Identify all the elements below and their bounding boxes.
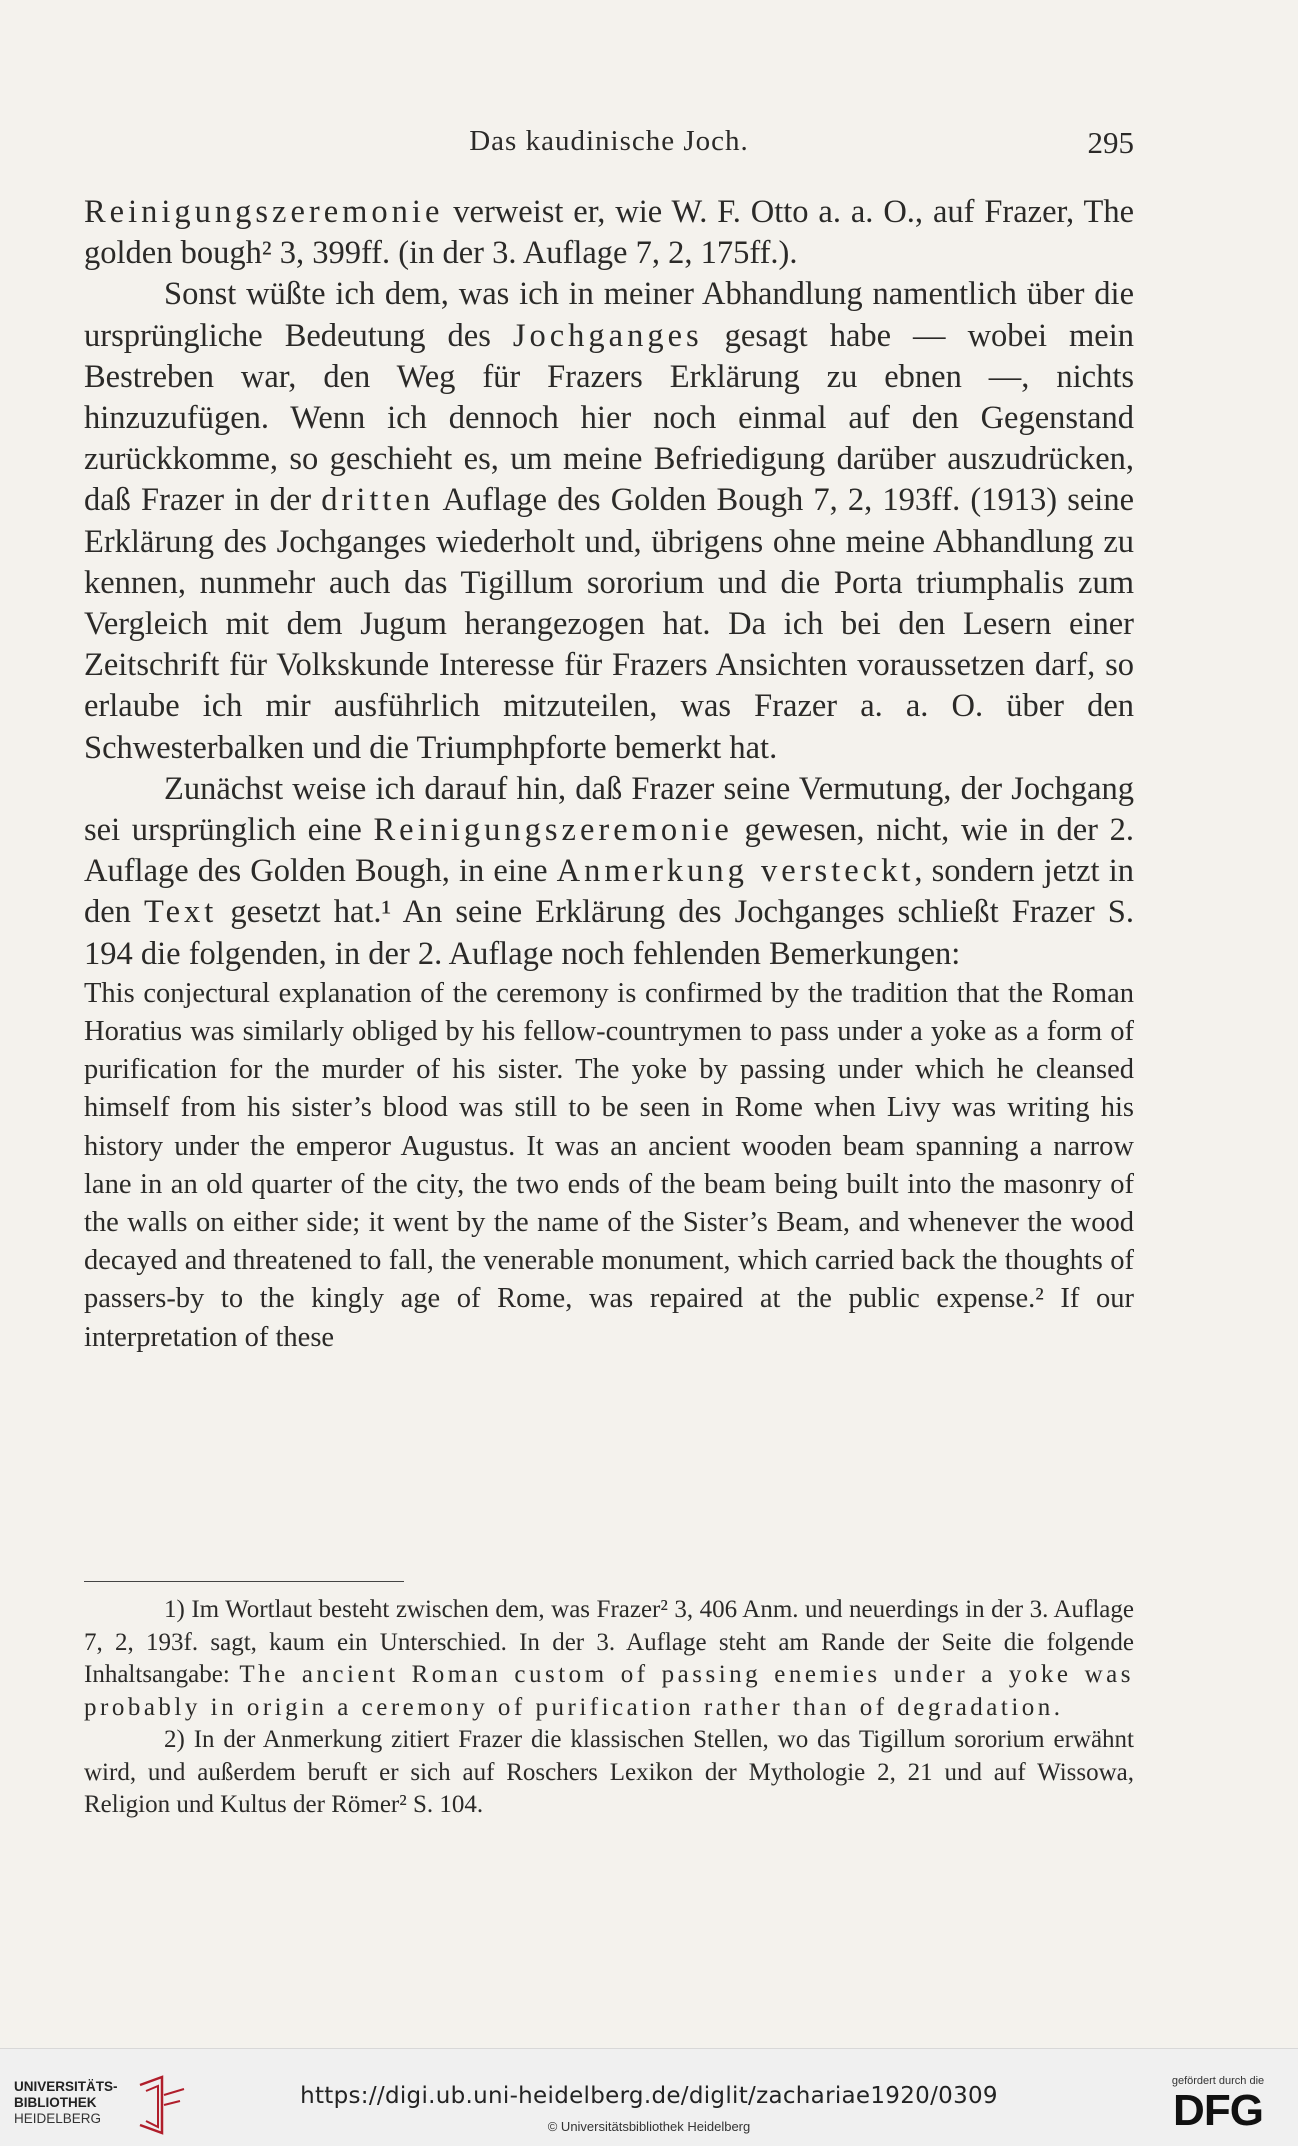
- page-number: 295: [1087, 125, 1134, 160]
- text-run: verweist er, wie W. F. Otto a. a. O., auf Frazer, The golden bough² 3, 399ff. (in der 3. Auflage 7, 2, 175ff.).: [84, 194, 1134, 272]
- library-line-3: HEIDELBERG: [14, 2111, 102, 2126]
- funder-block[interactable]: [1158, 2075, 1278, 2133]
- footnote-divider: [84, 1581, 404, 1582]
- permalink-url[interactable]: https://digi.ub.uni-heidelberg.de/diglit/zachariae1920/0309: [300, 2083, 998, 2109]
- text-run: Auflage des Golden Bough 7, 2, 193ff. (1913) seine Erklärung des Jochganges wiederholt und, übrigens ohne meine Abhandlung zu kennen, nunmehr auch das Tigillum sororium und die Porta triumphalis zum Vergleich mit dem Jugum herangezogen hat. Da ich bei den Lesern einer Zeitschrift für Volkskunde Interesse für Frazers Ansichten voraussetzen darf, so erlaube ich mir ausführlich mitzuteilen, was Frazer a. a. O. über den Schwesterbalken und die Triumphpforte bemerkt hat.: [84, 482, 1134, 766]
- text-run: gesetzt hat.¹ An seine Erklärung des Jochganges schließt Frazer S. 194 die folgenden, in der 2. Auflage noch fehlenden Bemerkungen:: [84, 894, 1134, 972]
- library-line-1: UNIVERSITÄTS-: [14, 2079, 118, 2094]
- text-run: gewesen, nicht, wie in der 2. Auflage des Golden Bough, in eine: [84, 812, 1134, 890]
- spaced-emphasis: Jochganges: [512, 317, 703, 354]
- funder-note: gefördert durch die: [1171, 2075, 1265, 2087]
- spaced-emphasis: Reinigungszeremonie: [373, 812, 733, 849]
- footnote-2: 2) In der Anmerkung zitiert Frazer die klassischen Stellen, wo das Tigillum sororium erwähnt wird, und außerdem beruft er sich auf Roschers Lexikon der Mythologie 2, 21 und auf Wissowa, Religion und Kultus der Römer² S. 104.: [84, 1726, 1134, 1818]
- text-run: Sonst wüßte ich dem, was ich in meiner Abhandlung namentlich über die ursprüngliche Bedeutung des: [84, 276, 1134, 354]
- paragraph-1: [84, 192, 1134, 274]
- text-run: , sondern jetzt in den: [84, 853, 1134, 931]
- paragraph-2: [84, 274, 1134, 768]
- footnote-1: [84, 1594, 1134, 1724]
- copyright-notice: © Universitätsbibliothek Heidelberg: [547, 2119, 751, 2134]
- spaced-emphasis: Reinigungszeremonie: [84, 194, 444, 230]
- footnotes: [84, 1594, 1134, 1822]
- dfg-logo: DFG: [1173, 2086, 1263, 2135]
- main-text: [84, 192, 1134, 1357]
- library-line-2: BIBLIOTHEK: [14, 2095, 97, 2110]
- paragraph-3: [84, 769, 1134, 975]
- viewer-footer: [0, 2048, 1298, 2146]
- spaced-emphasis: Text: [144, 894, 218, 931]
- block-quote: This conjectural explanation of the ceremony is confirmed by the tradition that the Roman Horatius was similarly obliged by his fellow-countrymen to pass under a yoke as a form of purification for the murder of his sister. The yoke by passing under which he cleansed himself from his sister’s blood was still to be seen in Rome when Livy was writing his history under the emperor Augustus. It was an ancient wooden beam spanning a narrow lane in an old quarter of the city, the two ends of the beam being built into the masonry of the walls on either side; it went by the name of the Sister’s Beam, and whenever the wood decayed and threatened to fall, the venerable monument, which carried back the thoughts of passers-by to the kingly age of Rome, was repaired at the public expense.² If our interpretation of these: [84, 977, 1134, 1353]
- running-title: Das kaudinische Joch.: [469, 125, 749, 157]
- text-run: 1) Im Wortlaut besteht zwischen dem, was Frazer² 3, 406 Anm. und neuerdings in der 3. Auflage 7, 2, 193f. sagt, kaum ein Unterschied. In der 3. Auflage steht am Rande der Seite die folgende Inhaltsangabe:: [84, 1596, 1134, 1688]
- spaced-emphasis: Anmerkung versteckt: [556, 853, 915, 890]
- page-header: [84, 125, 1134, 175]
- spaced-emphasis: dritten: [321, 482, 435, 519]
- spaced-emphasis: The ancient Roman custom of passing enemies under a yoke was probably in origin a ceremony of purification rather than of degradation.: [84, 1661, 1134, 1721]
- text-run: gesagt habe — wobei mein Bestreben war, den Weg für Frazers Erklärung zu ebnen —, nichts hinzuzufügen. Wenn ich dennoch hier noch einmal auf den Gegenstand zurückkomme, so geschieht es, um meine Befriedigung darüber auszudrücken, daß Frazer in der: [84, 317, 1134, 519]
- text-run: Zunächst weise ich darauf hin, daß Frazer seine Vermutung, der Jochgang sei ursprünglich eine: [84, 770, 1134, 849]
